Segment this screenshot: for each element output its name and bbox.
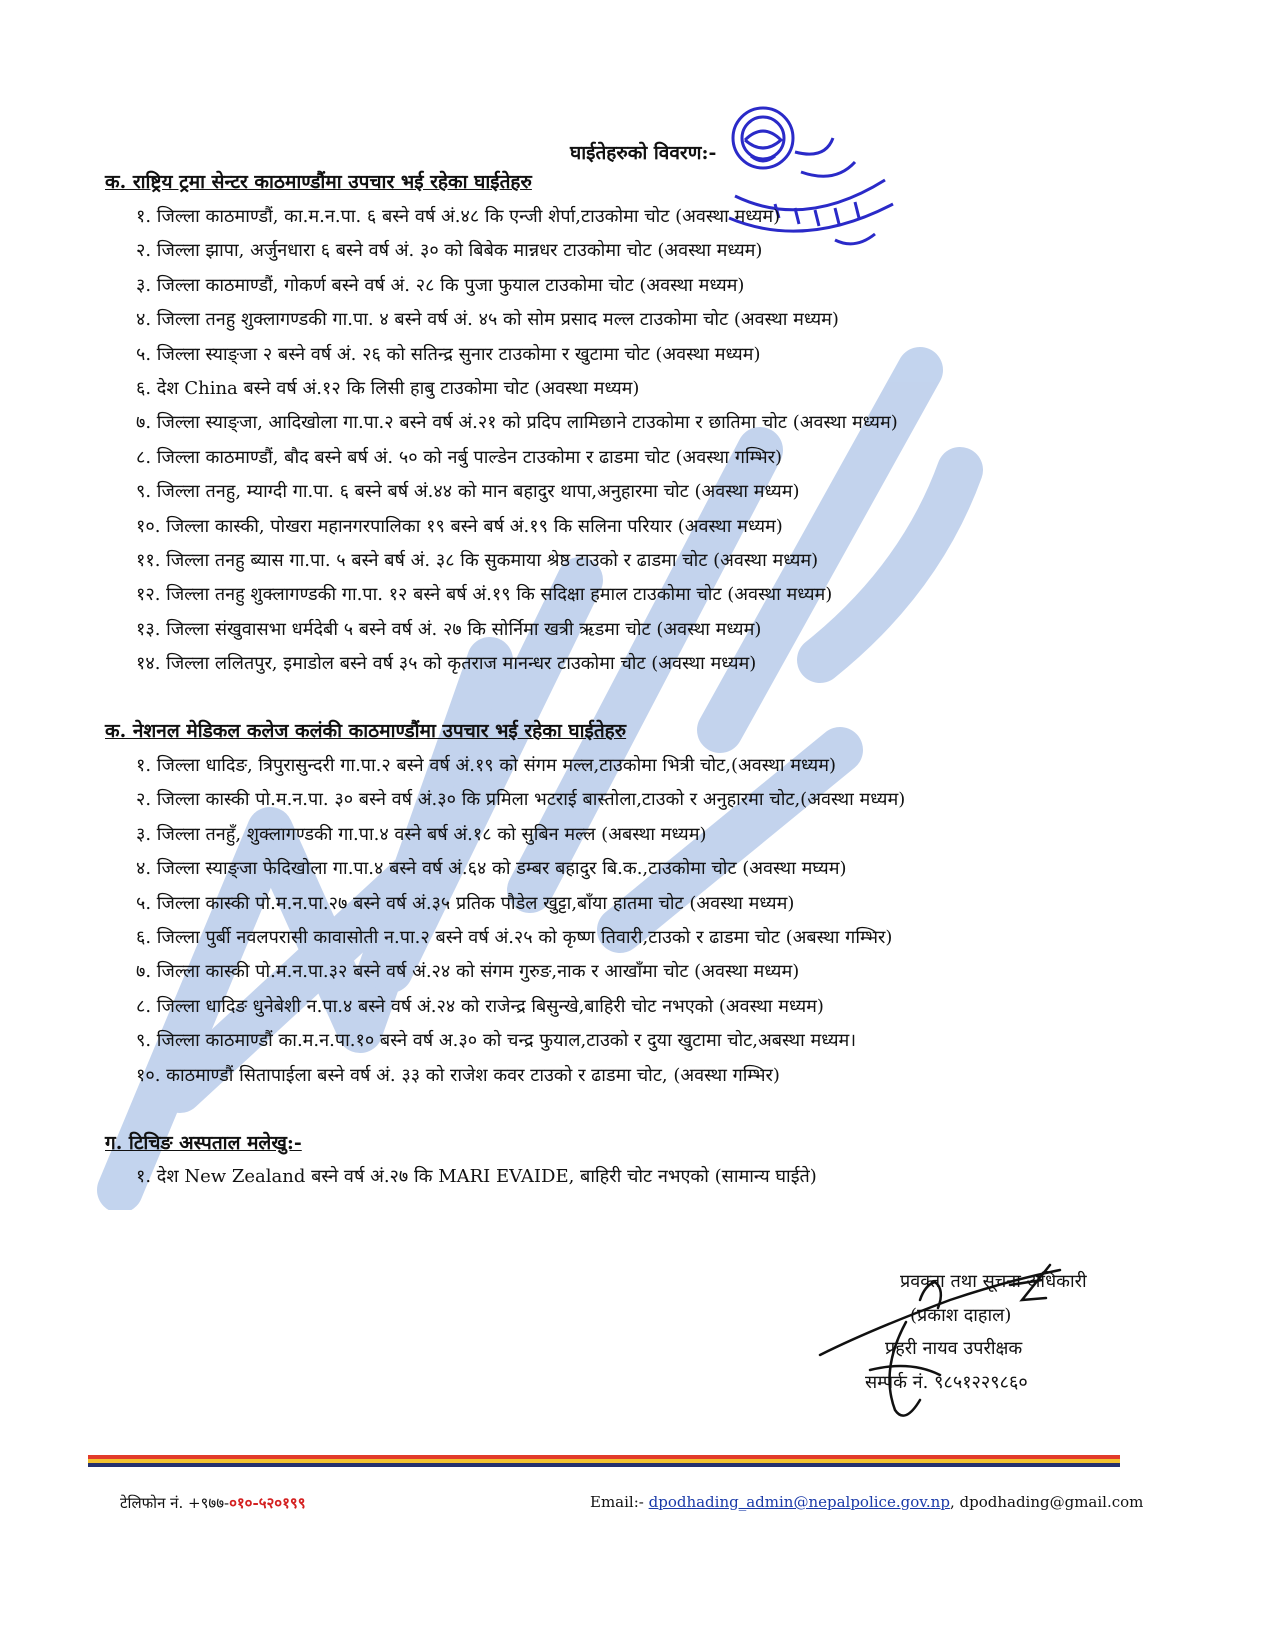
list-item: ५. जिल्ला स्याङ्जा २ बस्ने वर्ष अं. २६ को सतिन्द्र सुनार टाउकोमा र खुटामा चोट (अवस्था मध्यम) [136, 343, 761, 365]
section-title-trauma-center: क. राष्ट्रिय ट्रमा सेन्टर काठमाण्डौंमा उपचार भई रहेका घाईतेहरु [105, 171, 532, 193]
list-item: ३. जिल्ला तनहुँ, शुक्लागण्डकी गा.पा.४ वस्ने बर्ष अं.१८ को सुबिन मल्ल (अबस्था मध्यम) [136, 823, 707, 845]
email-label: Email:- [590, 1493, 649, 1511]
list-item: ९. जिल्ला काठमाण्डौं का.म.न.पा.१० बस्ने वर्ष अ.३० को चन्द्र फुयाल,टाउको र दुया खुटामा चोट,अबस्था मध्यम। [136, 1030, 857, 1052]
signatory-designation: प्रवक्ता तथा सूचना अधिकारी [900, 1271, 1087, 1292]
email-secondary[interactable]: dpodhading@gmail.com [959, 1493, 1144, 1511]
signatory-rank: प्रहरी नायव उपरीक्षक [885, 1338, 1023, 1360]
list-item: १. देश New Zealand बस्ने वर्ष अं.२७ कि MARI EVAIDE, बाहिरी चोट नभएको (सामान्य घाईते) [136, 1166, 817, 1187]
document-heading: घाईतेहरुको विवरण:- [570, 142, 717, 164]
list-item: ४. जिल्ला स्याङ्जा फेदिखोला गा.पा.४ बस्ने वर्ष अं.६४ को डम्बर बहादुर बि.क.,टाउकोमा चोट (अवस्था मघ्यम) [136, 858, 847, 880]
injured-list-national-medical-college [136, 749, 905, 1093]
email-separator: , [949, 1493, 960, 1511]
injured-list-trauma-center [136, 200, 898, 681]
list-item: १. जिल्ला काठमाण्डौं, का.म.न.पा. ६ बस्ने वर्ष अं.४८ कि एन्जी शेर्पा,टाउकोमा चोट (अवस्था मध्यम) [136, 206, 781, 227]
handwritten-signature [810, 1260, 1090, 1430]
list-item: ७. जिल्ला कास्की पो.म.न.पा.३२ बस्ने वर्ष अं.२४ को संगम गुरुङ,नाक र आखाँमा चोट (अवस्था मध्यम) [136, 961, 800, 983]
footer-email [590, 1493, 1143, 1511]
list-item: ६. देश China बस्ने वर्ष अं.१२ कि लिसी हाबु टाउकोमा चोट (अवस्था मध्यम) [136, 377, 640, 399]
signatory-contact: सम्पर्क नं. ९८५१२२९८६० [865, 1371, 1028, 1393]
list-item: ९. जिल्ला तनहु, म्याग्दी गा.पा. ६ बस्ने बर्ष अं.४४ को मान बहादुर थापा,अनुहारमा चोट (अवस्था मध्यम) [136, 481, 800, 503]
section-title-teaching-hospital: ग. टिचिङ अस्पताल मलेखु:- [105, 1132, 302, 1154]
list-item: ७. जिल्ला स्याङ्जा, आदिखोला गा.पा.२ बस्ने वर्ष अं.२१ को प्रदिप लामिछाने टाउकोमा र छातिमा चोट (अवस्था मध्यम) [136, 412, 898, 434]
footer-phone [120, 1493, 306, 1513]
list-item: २. जिल्ला झापा, अर्जुनधारा ६ बस्ने वर्ष अं. ३० को बिबेक मान्नधर टाउकोमा चोट (अवस्था मध्यम) [136, 240, 763, 262]
list-item: ५. जिल्ला कास्की पो.म.न.पा.२७ बस्ने वर्ष अं.३५ प्रतिक पौडेल खुट्टा,बाँया हातमा चोट (अवस्था मध्यम) [136, 892, 795, 914]
list-item: ८. जिल्ला काठमाण्डौं, बौद बस्ने बर्ष अं. ५० को नर्बु पाल्डेन टाउकोमा र ढाडमा चोट (अवस्था गम्भिर) [136, 446, 783, 468]
section-title-national-medical-college: क. नेशनल मेडिकल कलेज कलंकी काठमाण्डौंमा उपचार भई रहेका घाईतेहरु [105, 720, 627, 742]
injured-list-teaching-hospital [136, 1160, 817, 1194]
list-item: ३. जिल्ला काठमाण्डौं, गोकर्ण बस्ने वर्ष अं. २८ कि पुजा फुयाल टाउकोमा चोट (अवस्था मध्यम) [136, 274, 745, 296]
list-item: १०. काठमाण्डौं सितापाईला बस्ने वर्ष अं. ३३ को राजेश कवर टाउको र ढाडमा चोट, (अवस्था गम्भिर) [136, 1064, 780, 1086]
list-item: ८. जिल्ला धादिङ धुनेबेशी न.पा.४ बस्ने वर्ष अं.२४ को राजेन्द्र बिसुन्खे,बाहिरी चोट नभएको (अवस्था मध्यम) [136, 995, 824, 1017]
phone-label: टेलिफोन नं. +९७७- [120, 1494, 230, 1512]
footer-color-bands [88, 1455, 1120, 1467]
list-item: १२. जिल्ला तनहु शुक्लागण्डकी गा.पा. १२ बस्ने बर्ष अं.१९ कि सदिक्षा हमाल टाउकोमा चोट (अवस्था मध्यम) [136, 584, 833, 606]
list-item: ११. जिल्ला तनहु ब्यास गा.पा. ५ बस्ने बर्ष अं. ३८ कि सुकमाया श्रेष्ठ टाउको र ढाडमा चोट (अवस्था मध्यम) [136, 549, 819, 571]
list-item: ४. जिल्ला तनहु शुक्लागण्डकी गा.पा. ४ बस्ने वर्ष अं. ४५ को सोम प्रसाद मल्ल टाउकोमा चोट (अवस्था मध्यम) [136, 309, 839, 331]
band-blue [88, 1463, 1120, 1467]
list-item: ६. जिल्ला पुर्बी नवलपरासी कावासोती न.पा.२ बस्ने वर्ष अं.२५ को कृष्ण तिवारी,टाउको र ढाडमा चोट (अबस्था गम्भिर) [136, 926, 893, 948]
signatory-name: (प्रकाश दाहाल) [910, 1304, 1012, 1326]
email-link-primary[interactable]: dpodhading_admin@nepalpolice.gov.np [648, 1493, 950, 1511]
list-item: १४. जिल्ला ललितपुर, इमाडोल बस्ने वर्ष ३५ को कृतराज मानन्धर टाउकोमा चोट (अवस्था मध्यम) [136, 653, 757, 675]
list-item: १३. जिल्ला संखुवासभा धर्मदेबी ५ बस्ने वर्ष अं. २७ कि सोर्निमा खत्री ऋडमा चोट (अवस्था मध्यम) [136, 618, 762, 640]
list-item: १. जिल्ला धादिङ, त्रिपुरासुन्दरी गा.पा.२ बस्ने वर्ष अं.१९ को संगम मल्ल,टाउकोमा भित्री चोट,(अवस्था मध्यम) [136, 755, 837, 776]
list-item: २. जिल्ला कास्की पो.म.न.पा. ३० बस्ने वर्ष अं.३० कि प्रमिला भटराई बास्तोला,टाउको र अनुहारमा चोट,(अवस्था मध्यम) [136, 789, 906, 811]
phone-number: ०१०-५२०१९९ [229, 1494, 306, 1512]
list-item: १०. जिल्ला कास्की, पोखरा महानगरपालिका १९ बस्ने बर्ष अं.१९ कि सलिना परियार (अवस्था मध्यम) [136, 515, 783, 537]
